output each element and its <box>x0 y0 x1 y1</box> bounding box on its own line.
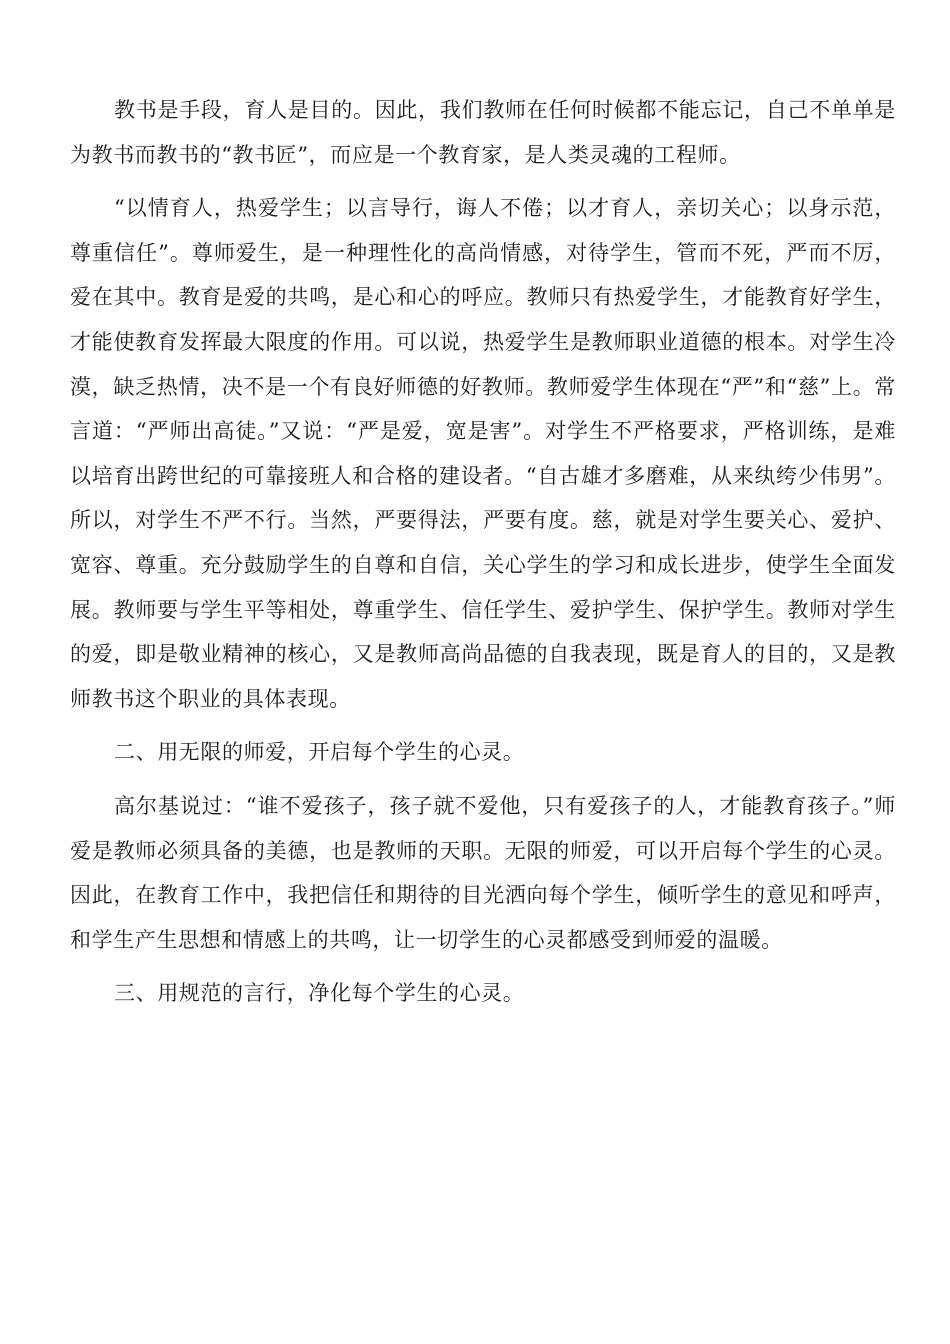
document-page <box>70 88 896 1025</box>
section-heading-3: 三、用规范的言行，净化每个学生的心灵。 <box>114 981 525 1006</box>
paragraph-love-students: “以情育人，热爱学生；以言导行，诲人不倦；以才育人，亲切关心；以身示范，尊重信任”。尊师爱生，是一种理性化的高尚情感，对待学生，管而不死，严而不厉，爱在其中。教育是爱的共鸣，是心和心的呼应。教师只有热爱学生，才能教育好学生，才能使教育发挥最大限度的作用。可以说，热爱学生是教师职业道德的根本。对学生冷漠，缺乏热情，决不是一个有良好师德的好教师。教师爱学生体现在“严”和“慈”上。常言道：“严师出高徒。”又说：“严是爱，宽是害”。对学生不严格要求，严格训练，是难以培育出跨世纪的可靠接班人和合格的建设者。“自古雄才多磨难，从来纨绔少伟男”。所以，对学生不严不行。当然，严要得法，严要有度。慈，就是对学生要关心、爱护、宽容、尊重。充分鼓励学生的自尊和自信，关心学生的学习和成长进步，使学生全面发展。教师要与学生平等相处，尊重学生、信任学生、爱护学生、保护学生。教师对学生的爱，即是敬业精神的核心，又是教师高尚品德的自我表现，既是育人的目的，又是教师教书这个职业的具体表现。 <box>70 196 896 711</box>
section-heading-2: 二、用无限的师爱，开启每个学生的心灵。 <box>114 740 525 765</box>
paragraph-gorky-quote: 高尔基说过：“谁不爱孩子，孩子就不爱他，只有爱孩子的人，才能教育孩子。”师爱是教师必须具备的美德，也是教师的天职。无限的师爱，可以开启每个学生的心灵。因此，在教育工作中，我把信任和期待的目光洒向每个学生，倾听学生的意见和呼声，和学生产生思想和情感上的共鸣，让一切学生的心灵都感受到师爱的温暖。 <box>70 793 896 952</box>
paragraph-teaching-purpose: 教书是手段，育人是目的。因此，我们教师在任何时候都不能忘记，自己不单单是为教书而教书的“教书匠”，而应是一个教育家，是人类灵魂的工程师。 <box>70 98 896 167</box>
